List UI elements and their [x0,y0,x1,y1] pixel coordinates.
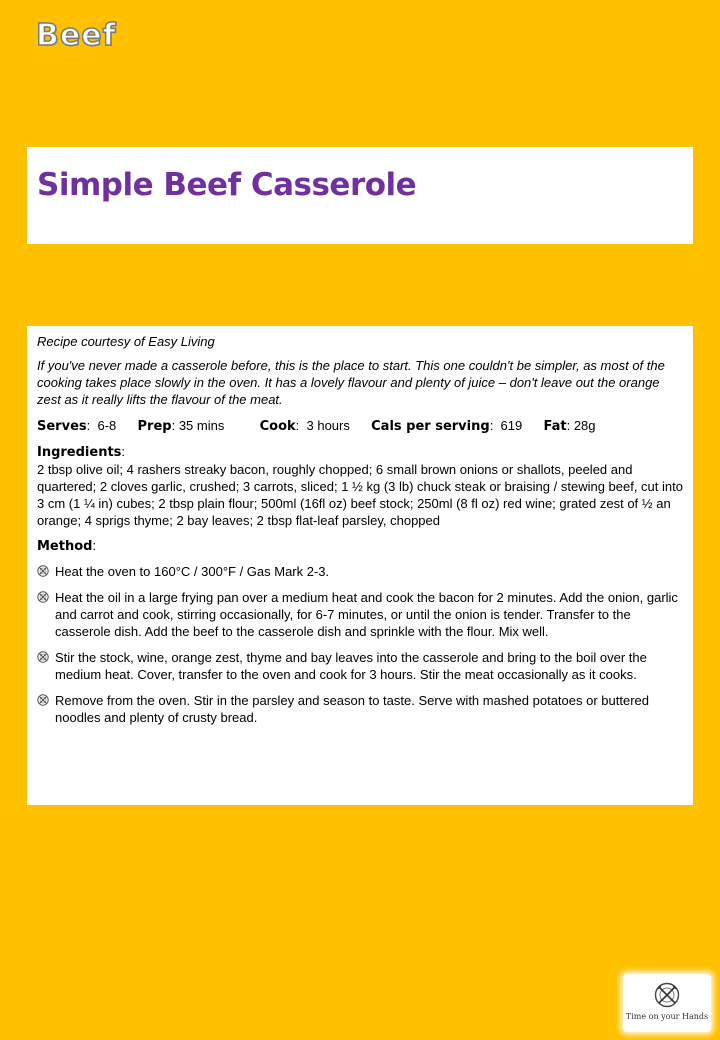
method-step [37,649,683,683]
title-panel [27,147,693,244]
plate-cutlery-icon [37,694,49,706]
recipe-courtesy: Recipe courtesy of Easy Living [37,334,215,349]
plate-cutlery-icon [37,565,49,577]
recipe-content-panel [27,326,693,805]
category-heading: Beef [36,18,117,53]
method-step-text: Stir the stock, wine, orange zest, thyme and bay leaves into the casserole and bring to the boil over the medium heat. Cover, transfer to the oven and cook for 3 hours. Stir the meat occasionally as it cooks. [55,650,647,682]
method-section-header: Method: [37,538,97,554]
plate-cutlery-icon [37,651,49,663]
method-step [37,563,683,580]
plate-cutlery-icon [37,591,49,603]
brand-name: Time on your Hands [625,1012,709,1021]
method-step [37,589,683,640]
fat-label: Fat [543,419,567,434]
serves-value: 6-8 [97,418,117,433]
cook-value: 3 hours [306,418,350,433]
cals-value: 619 [500,418,523,433]
recipe-intro: If you've never made a casserole before, this is the place to start. This one couldn't be simpler, as most of the cooking takes place slowly in the oven. It has a lovely flavour and plenty of juice – don't leave out the orange zest as it really lifts the flavour of the meat. [37,358,665,407]
ingredients-list: 2 tbsp olive oil; 4 rashers streaky bacon, roughly chopped; 6 small brown onions or shallots, peeled and quartered; 2 cloves garlic, crushed; 3 carrots, sliced; 1 ½ kg (3 lb) chuck steak or braising / stewing beef, cut into 3 cm (1 ¼ in) cubes; 2 tbsp plain flour; 500ml (16fl oz) beef stock; 250ml (8 fl oz) red wine; grated zest of ½ an orange; 4 sprigs thyme; 2 bay leaves; 2 tbsp flat-leaf parsley, chopped [37,462,683,528]
prep-value: 35 mins [178,418,225,433]
brand-logo [623,974,711,1032]
prep-label: Prep [137,419,172,434]
plate-cutlery-icon [654,982,680,1008]
serves-label: Serves [37,419,87,434]
method-step-text: Remove from the oven. Stir in the parsley and season to taste. Serve with mashed potatoes or buttered noodles and plenty of crusty bread. [55,693,649,725]
cook-label: Cook [259,419,296,434]
method-step-text: Heat the oven to 160°C / 300°F / Gas Mark 2-3. [55,564,330,579]
ingredients-section: Ingredients: 2 tbsp olive oil; 4 rashers streaky bacon, roughly chopped; 6 small brown onions or shallots, peeled and quartered; 2 cloves garlic, crushed; 3 carrots, sliced; 1 ½ kg (3 lb) chuck steak or braising / stewing beef, cut into 3 cm (1 ¼ in) cubes; 2 tbsp plain flour; 500ml (16fl oz) beef stock; 250ml (8 fl oz) red wine; grated zest of ½ an orange; 4 sprigs thyme; 2 bay leaves; 2 tbsp flat-leaf parsley, chopped [37,444,683,528]
method-heading: Method [37,539,93,554]
method-step [37,692,683,726]
fat-value: 28g [573,418,596,433]
method-steps [37,563,683,726]
ingredients-heading: Ingredients [37,445,122,460]
method-step-text: Heat the oil in a large frying pan over a medium heat and cook the bacon for 2 minutes. Add the onion, garlic and carrot and cook, stirring occasionally, for 6-7 minutes, or until the onion is tender. Transfer to the casserole dish. Add the beef to the casserole dish and sprinkle with the flour. Mix well. [55,590,678,639]
recipe-title: Simple Beef Casserole [37,167,417,203]
cals-label: Cals per serving [371,419,490,434]
recipe-stats: Serves: 6-8 Prep: 35 mins Cook: 3 hours Cals per serving: 619 Fat: 28g [37,418,596,434]
